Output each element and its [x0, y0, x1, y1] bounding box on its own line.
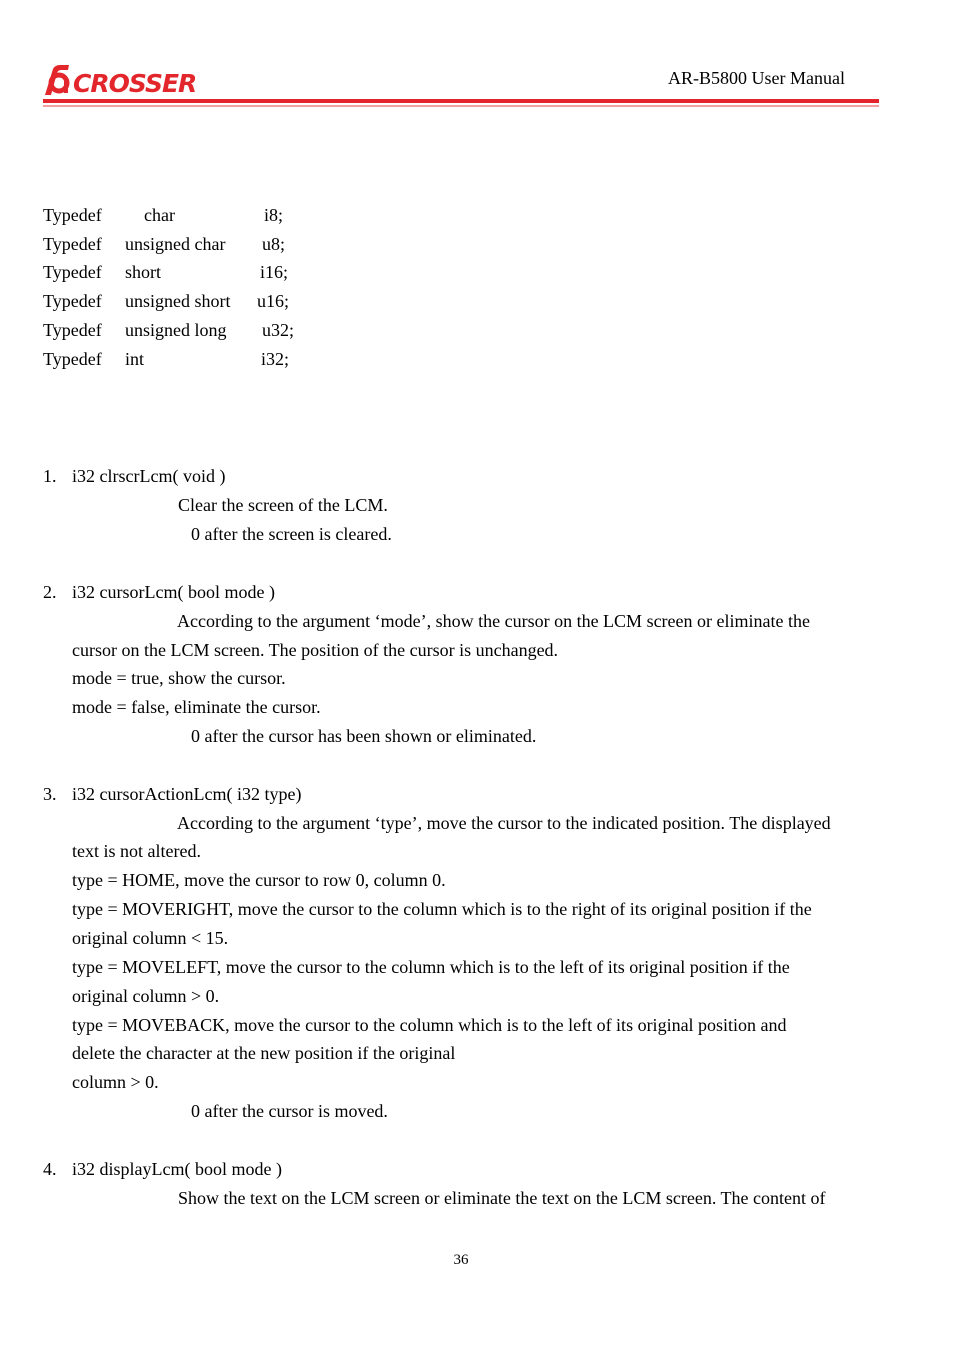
function-description: type = MOVERIGHT, move the cursor to the column which is to the right of its original position if the [72, 899, 812, 919]
function-description: delete the character at the new position if the original [72, 1043, 456, 1063]
header-divider-shadow [43, 105, 879, 107]
typedef-alias: u8; [262, 234, 286, 254]
typedef-keyword: Typedef [43, 205, 102, 225]
typedef-keyword: Typedef [43, 291, 102, 311]
typedef-keyword: Typedef [43, 262, 102, 282]
typedef-type: short [125, 262, 161, 282]
function-description: column > 0. [72, 1072, 159, 1092]
function-number: 3. [43, 784, 57, 804]
function-description: According to the argument ‘mode’, show the cursor on the LCM screen or eliminate the [177, 611, 810, 631]
function-description: type = HOME, move the cursor to row 0, column 0. [72, 870, 446, 890]
typedef-alias: i32; [261, 349, 290, 369]
typedef-alias: i8; [264, 205, 284, 225]
svg-text:CROSSER: CROSSER [73, 69, 197, 97]
function-description: cursor on the LCM screen. The position of the cursor is unchanged. [72, 640, 559, 660]
function-description: type = MOVELEFT, move the cursor to the column which is to the left of its original position if the [72, 957, 790, 977]
function-signature: i32 displayLcm( bool mode ) [72, 1159, 282, 1179]
typedef-row [0, 349, 400, 373]
function-signature: i32 clrscrLcm( void ) [72, 466, 226, 486]
typedef-keyword: Typedef [43, 320, 102, 340]
typedef-type: char [144, 205, 175, 225]
function-signature: i32 cursorActionLcm( i32 type) [72, 784, 302, 804]
typedef-alias: u16; [257, 291, 290, 311]
typedef-row [0, 205, 400, 229]
function-description: Clear the screen of the LCM. [178, 495, 388, 515]
function-return: 0 after the screen is cleared. [191, 524, 392, 544]
function-number: 2. [43, 582, 57, 602]
function-description: mode = true, show the cursor. [72, 668, 286, 688]
function-number: 4. [43, 1159, 57, 1179]
page-number: 36 [453, 1252, 469, 1268]
typedef-row [0, 320, 400, 344]
function-description: original column < 15. [72, 928, 229, 948]
function-return: 0 after the cursor has been shown or eliminated. [191, 726, 537, 746]
document-title: AR-B5800 User Manual [668, 68, 845, 88]
function-description: According to the argument ‘type’, move the cursor to the indicated position. The displayed [177, 813, 831, 833]
function-description: type = MOVEBACK, move the cursor to the column which is to the left of its original position and [72, 1015, 787, 1035]
typedef-row [0, 262, 400, 286]
function-description: mode = false, eliminate the cursor. [72, 697, 321, 717]
function-description: text is not altered. [72, 841, 201, 861]
acrosser-logo [43, 63, 203, 97]
function-return: 0 after the cursor is moved. [191, 1101, 388, 1121]
typedef-type: unsigned long [125, 320, 227, 340]
typedef-alias: i16; [260, 262, 289, 282]
function-description: Show the text on the LCM screen or eliminate the text on the LCM screen. The content of [178, 1188, 826, 1208]
typedef-row [0, 291, 400, 315]
function-description: original column > 0. [72, 986, 220, 1006]
function-signature: i32 cursorLcm( bool mode ) [72, 582, 275, 602]
typedef-type: unsigned short [125, 291, 231, 311]
function-number: 1. [43, 466, 57, 486]
typedef-keyword: Typedef [43, 349, 102, 369]
typedef-row [0, 234, 400, 258]
typedef-type: unsigned char [125, 234, 226, 254]
typedef-keyword: Typedef [43, 234, 102, 254]
typedef-alias: u32; [262, 320, 295, 340]
header-divider [43, 99, 879, 103]
typedef-type: int [125, 349, 145, 369]
